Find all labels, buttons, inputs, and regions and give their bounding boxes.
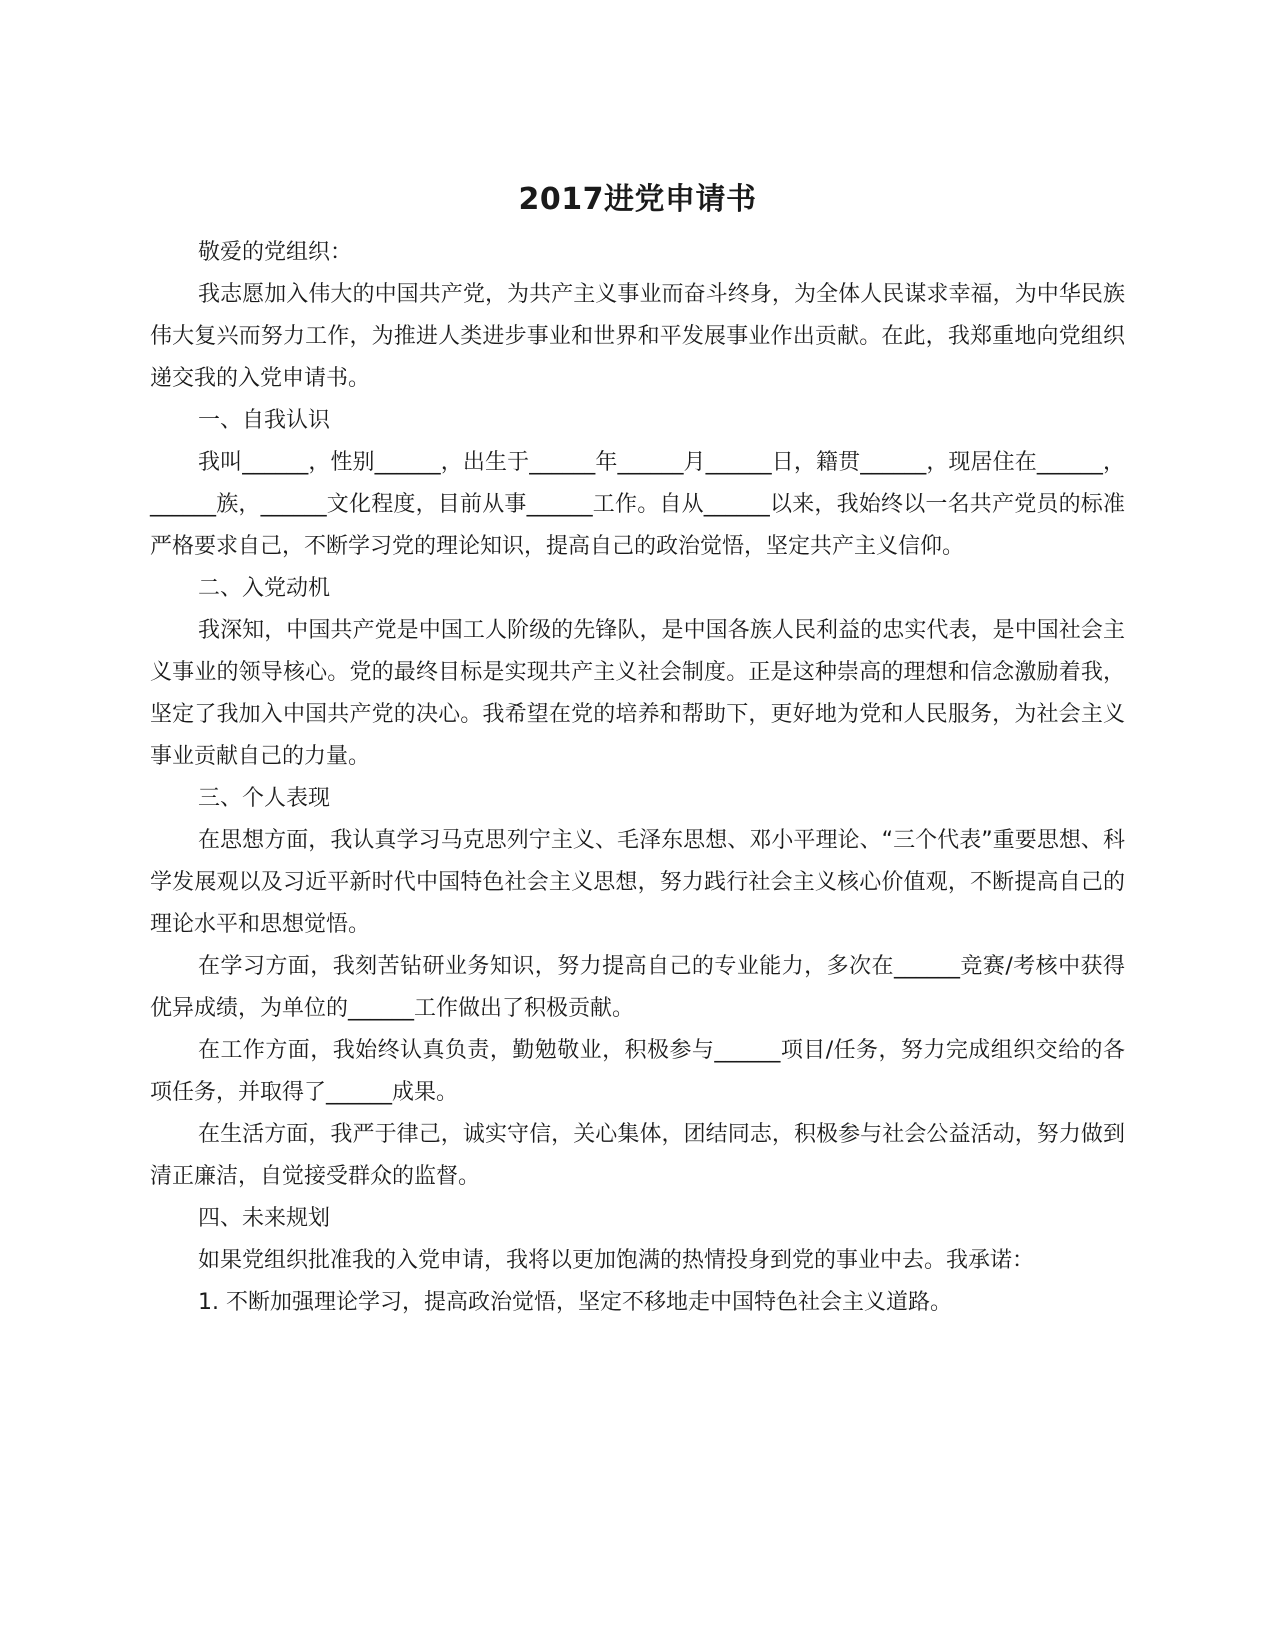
section-heading-self-awareness: 一、自我认识 [198,408,331,433]
self-awareness-paragraph: 我叫______，性别______，出生于______年______月______日，籍贯______，现居住在______，______族，______文化程度，目前从事______工作。自从______以来，我始终以一名共产党员的标准严格要求自己，不断学习党的理论知识，提高自己的政治觉悟，坚定共产主义信仰。 [150,450,1125,559]
commitment-item-1: 1. 不断加强理论学习，提高政治觉悟，坚定不移地走中国特色社会主义道路。 [198,1290,952,1315]
section-heading-motivation: 二、入党动机 [198,576,331,601]
work-paragraph: 在工作方面，我始终认真负责，勤勉敬业，积极参与______项目/任务，努力完成组织交给的各项任务，并取得了______成果。 [150,1038,1125,1105]
future-paragraph: 如果党组织批准我的入党申请，我将以更加饱满的热情投身到党的事业中去。我承诺： [198,1248,1035,1273]
life-paragraph: 在生活方面，我严于律己，诚实守信，关心集体，团结同志，积极参与社会公益活动，努力做到清正廉洁，自觉接受群众的监督。 [150,1122,1125,1189]
ideology-paragraph: 在思想方面，我认真学习马克思列宁主义、毛泽东思想、邓小平理论、“三个代表”重要思想、科学发展观以及习近平新时代中国特色社会主义思想，努力践行社会主义核心价值观，不断提高自己的理论水平和思想觉悟。 [150,828,1125,937]
section-heading-performance: 三、个人表现 [198,786,331,811]
document-title: 2017进党申请书 [518,182,757,217]
section-heading-future: 四、未来规划 [198,1206,331,1231]
document-page [150,180,1125,1324]
study-paragraph: 在学习方面，我刻苦钻研业务知识，努力提高自己的专业能力，多次在______竞赛/考核中获得优异成绩，为单位的______工作做出了积极贡献。 [150,954,1125,1021]
motivation-paragraph: 我深知，中国共产党是中国工人阶级的先锋队，是中国各族人民利益的忠实代表，是中国社会主义事业的领导核心。党的最终目标是实现共产主义社会制度。正是这种崇高的理想和信念激励着我，坚定了我加入中国共产党的决心。我希望在党的培养和帮助下，更好地为党和人民服务，为社会主义事业贡献自己的力量。 [150,618,1125,769]
salutation: 敬爱的党组织： [198,240,353,265]
intro-paragraph: 我志愿加入伟大的中国共产党，为共产主义事业而奋斗终身，为全体人民谋求幸福，为中华民族伟大复兴而努力工作，为推进人类进步事业和世界和平发展事业作出贡献。在此，我郑重地向党组织递交我的入党申请书。 [150,282,1125,391]
